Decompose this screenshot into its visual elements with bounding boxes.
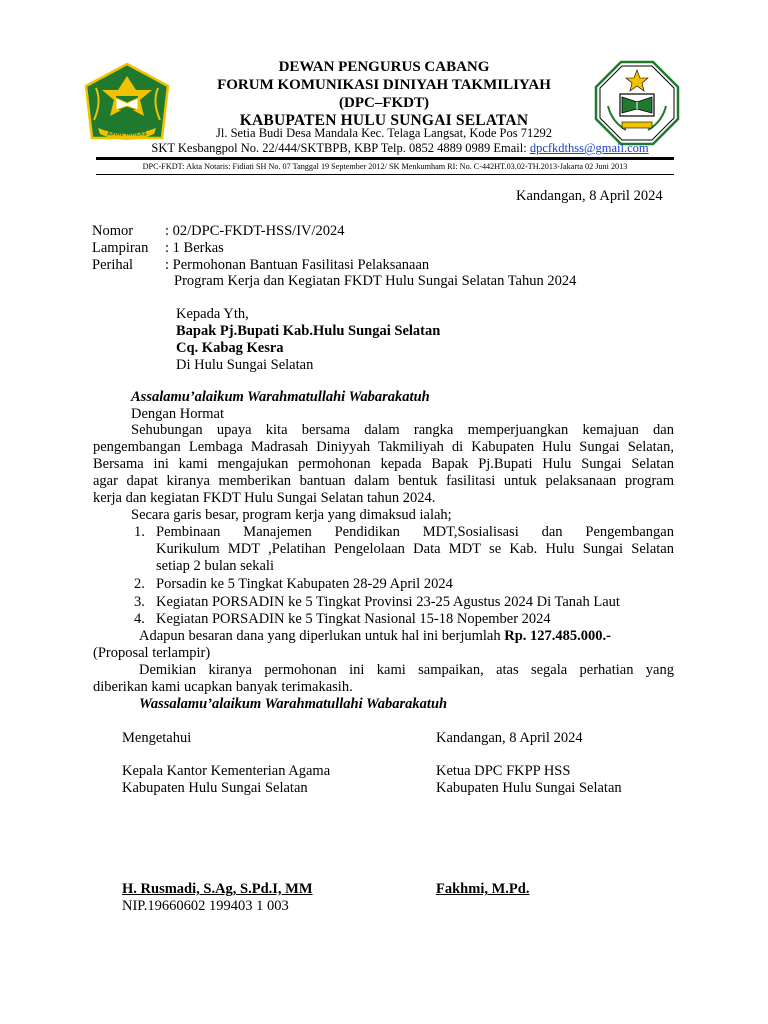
perihal-label: Perihal: [92, 257, 134, 273]
perihal-value-1: : Permohonan Bantuan Fasilitasi Pelaksanaan: [165, 257, 430, 273]
list-item-4: Kegiatan PORSADIN ke 5 Tingkat Nasional 15-18 Nopember 2024: [156, 611, 551, 627]
closing-wassalam: Wassalamu’alaikum Warahmatullahi Wabarakatuh: [139, 696, 448, 712]
list-item-2: Porsadin ke 5 Tingkat Kabupaten 28-29 April 2024: [156, 576, 453, 592]
greeting-hormat: Dengan Hormat: [131, 406, 225, 422]
header-rule-thick: [96, 157, 674, 160]
right-signatory-name: Fakhmi, M.Pd.: [436, 881, 530, 897]
kemenag-logo: [82, 62, 172, 148]
funding-amount: Rp. 127.485.000.-: [504, 628, 611, 644]
list-item-number: 2.: [134, 576, 145, 592]
nomor-label: Nomor: [92, 223, 134, 239]
left-signatory-nip: NIP.19660602 199403 1 003: [122, 898, 289, 914]
letterhead: [180, 58, 588, 130]
list-item-number: 1.: [134, 524, 145, 540]
org-region: KABUPATEN HULU SUNGAI SELATAN: [239, 112, 529, 129]
nomor-value: : 02/DPC-FKDT-HSS/IV/2024: [165, 223, 345, 239]
paragraph-1-line-2: pengembangan Lembaga Madrasah Diniyyah Takmiliyah di Kabupaten Hulu Sungai Selatan,: [93, 439, 674, 455]
recipient-cq: Cq. Kabag Kesra: [176, 340, 284, 356]
closing-line-1: Demikian kiranya permohonan ini kami sampaikan, atas segala perhatian yang: [139, 662, 674, 678]
org-level: DEWAN PENGURUS CABANG: [278, 59, 490, 75]
greeting-salam: Assalamu’alaikum Warahmatullahi Wabarakatuh: [131, 389, 430, 405]
paragraph-1-line-4: agar dapat kiranya memberikan bantuan dalam bentuk fasilitasi untuk pelaksanaan program: [93, 473, 674, 489]
right-sign-role-1: Ketua DPC FKPP HSS: [436, 763, 571, 779]
perihal-value-2: Program Kerja dan Kegiatan FKDT Hulu Sungai Selatan Tahun 2024: [174, 273, 577, 289]
paragraph-1-line-5: kerja dan kegiatan FKDT Hulu Sungai Selatan tahun 2024.: [93, 490, 436, 506]
proposal-note: (Proposal terlampir): [93, 645, 211, 661]
recipient-name: Bapak Pj.Bupati Kab.Hulu Sungai Selatan: [176, 323, 441, 339]
right-sign-role-2: Kabupaten Hulu Sungai Selatan: [436, 780, 622, 796]
header-rule-thin: [96, 174, 674, 175]
list-item-1-line-2: Kurikulum MDT ,Pelatihan Pengelolaan Data MDT se Kab. Hulu Sungai Selatan: [156, 541, 674, 557]
paragraph-1-line-1: Sehubungan upaya kita bersama dalam rangka memperjuangkan kemajuan dan: [131, 422, 674, 438]
letter-date: Kandangan, 8 April 2024: [516, 188, 663, 204]
left-sign-title: Mengetahui: [122, 730, 192, 746]
funding-line: [139, 628, 611, 645]
right-sign-date: Kandangan, 8 April 2024: [436, 730, 583, 746]
notary-line: DPC-FKDT: Akta Notaris: Fidiati SH No. 07 Tanggal 19 September 2012/ SK Menkumham RI: No. C-442HT.03.02-TH.2013-Jakarta 02 Juni 2013: [142, 162, 628, 171]
paragraph-2: Secara garis besar, program kerja yang dimaksud ialah;: [131, 507, 452, 523]
left-signatory-name: H. Rusmadi, S.Ag, S.Pd.I, MM: [122, 881, 313, 897]
address-line: Jl. Setia Budi Desa Mandala Kec. Telaga Langsat, Kode Pos 71292: [216, 126, 552, 140]
email-link[interactable]: dpcfkdthss@gmail.com: [529, 141, 649, 155]
list-item-1-line-1: Pembinaan Manajemen Pendidikan MDT,Sosialisasi dan Pengembangan: [156, 524, 674, 540]
org-name: FORUM KOMUNIKASI DINIYAH TAKMILIYAH: [217, 77, 551, 93]
paragraph-1-line-3: Bersama ini kami mengajukan permohonan kepada Bapak Pj.Bupati Hulu Sungai Selatan: [93, 456, 674, 472]
recipient-place: Di Hulu Sungai Selatan: [176, 357, 314, 373]
lampiran-label: Lampiran: [92, 240, 149, 256]
left-sign-role-1: Kepala Kantor Kementerian Agama: [122, 763, 331, 779]
list-item-number: 3.: [134, 594, 145, 610]
kepada-yth: Kepada Yth,: [176, 306, 249, 322]
funding-text: Adapun besaran dana yang diperlukan untuk hal ini berjumlah: [139, 628, 505, 644]
list-item-3: Kegiatan PORSADIN ke 5 Tingkat Provinsi 23-25 Agustus 2024 Di Tanah Laut: [156, 594, 620, 610]
skt-text: SKT Kesbangpol No. 22/444/SKTBPB, KBP Telp. 0852 4889 0989 Email:: [151, 141, 530, 155]
list-item-1-line-3: setiap 2 bulan sekali: [156, 558, 274, 574]
closing-line-2: diberikan kami ucapkan banyak terimakasih.: [93, 679, 353, 695]
fkdt-logo: [594, 60, 680, 146]
svg-text:AMAL IKHLAS: AMAL IKHLAS: [107, 131, 147, 138]
registration-line: [100, 141, 700, 156]
left-sign-role-2: Kabupaten Hulu Sungai Selatan: [122, 780, 308, 796]
list-item-number: 4.: [134, 611, 145, 627]
org-abbrev: (DPC–FKDT): [339, 95, 429, 111]
lampiran-value: : 1 Berkas: [165, 240, 224, 256]
